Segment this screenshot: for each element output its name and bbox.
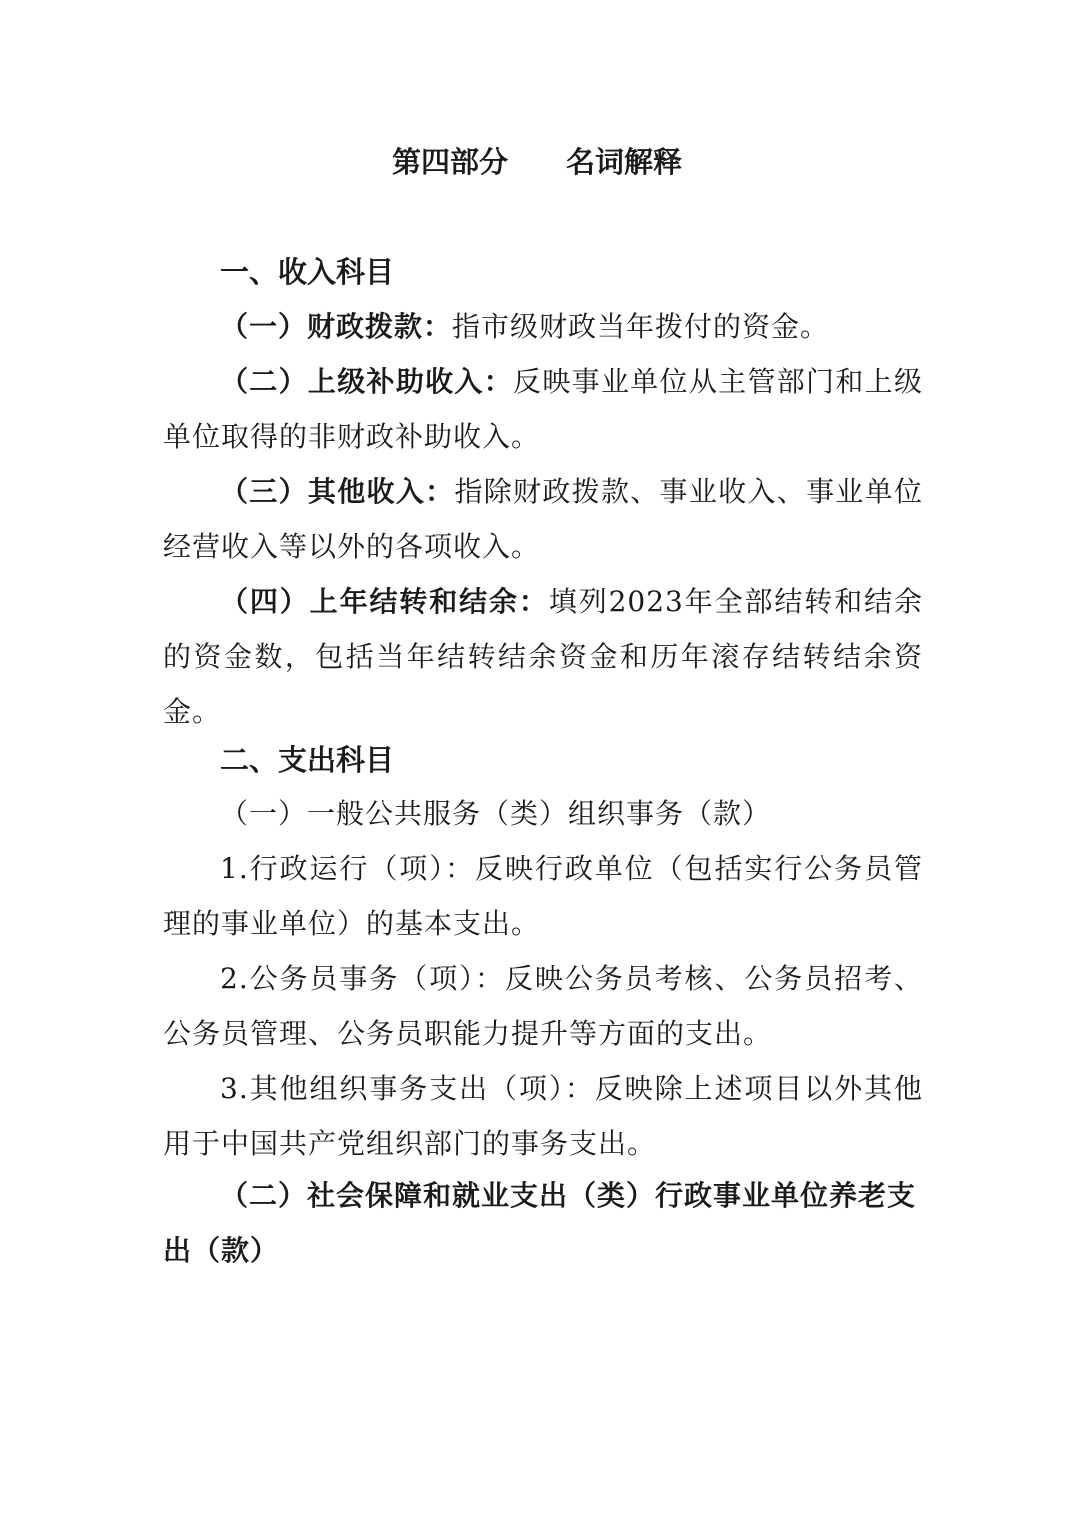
term-label: （三）其他收入： (220, 475, 455, 508)
term-description: 指市级财政当年拨付的资金。 (452, 310, 830, 343)
income-item-prior-year-balance (163, 574, 923, 739)
income-item-other-income (163, 464, 923, 574)
term-label: （四）上年结转和结余： (220, 585, 549, 618)
expenditure-subheading-general-public-services: （一）一般公共服务（类）组织事务（款） (220, 797, 772, 830)
income-item-superior-subsidy (163, 354, 923, 464)
income-item-fiscal-appropriation (163, 299, 923, 354)
term-label: （一）财政拨款： (220, 310, 453, 343)
expenditure-subheading-social-security: （二）社会保障和就业支出（类）行政事业单位养老支出（款） (163, 1179, 917, 1267)
page-title: 第四部分 名词解释 (391, 145, 682, 179)
expenditure-item-civil-servant-affairs: 2.公务员事务（项）：反映公务员考核、公务员招考、公务员管理、公务员职能力提升等方面的支出。 (163, 962, 923, 1050)
expenditure-item-other-organizational-affairs: 3.其他组织事务支出（项）：反映除上述项目以外其他用于中国共产党组织部门的事务支出。 (163, 1072, 923, 1160)
term-description: 指除财政拨款、事业收入、事业单位经营收入等以外的各项收入。 (163, 475, 923, 563)
section-heading-income: 一、收入科目 (220, 255, 395, 289)
term-description: 反映事业单位从主管部门和上级单位取得的非财政补助收入。 (163, 365, 923, 453)
section-heading-expenditure: 二、支出科目 (220, 743, 395, 777)
expenditure-item-administrative-operation: 1.行政运行（项）：反映行政单位（包括实行公务员管理的事业单位）的基本支出。 (163, 852, 923, 940)
term-description: 填列2023年全部结转和结余的资金数，包括当年结转结余资金和历年滚存结转结余资金。 (163, 585, 923, 728)
term-label: （二）上级补助收入： (220, 365, 514, 398)
